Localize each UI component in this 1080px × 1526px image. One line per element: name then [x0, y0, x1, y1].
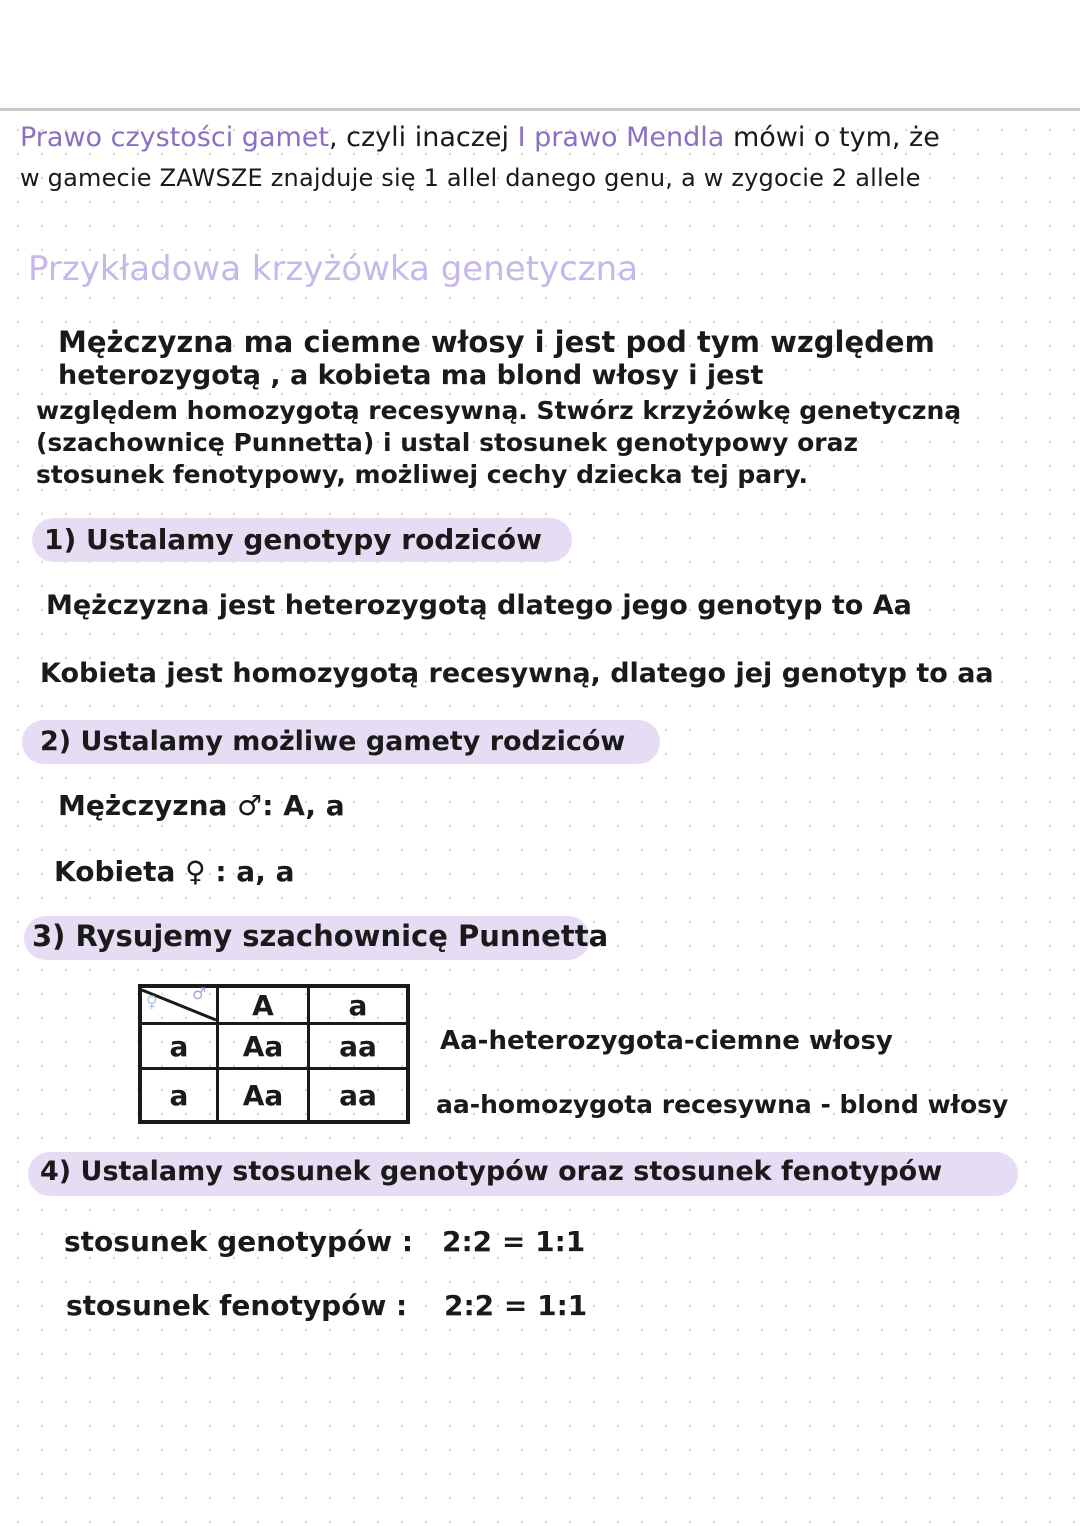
task-line-2: heterozygotą , a kobieta ma blond włosy i jest: [58, 360, 764, 391]
step-4-title: 4) Ustalamy stosunek genotypów oraz stosunek fenotypów: [40, 1156, 943, 1187]
punnett-row-header: a: [140, 1024, 218, 1069]
intro-line-1: [20, 124, 940, 151]
male-symbol-icon: ♂: [192, 984, 207, 1003]
section-heading: Przykładowa krzyżówka genetyczna: [28, 249, 639, 289]
page-top-divider: [0, 108, 1080, 111]
step-1-line-a: Mężczyzna jest heterozygotą dlatego jego genotyp to Aa: [46, 590, 912, 621]
punnett-cell: Aa: [218, 1024, 309, 1069]
punnett-row-header: a: [140, 1069, 218, 1123]
legend-heterozygote: Aa-heterozygota-ciemne włosy: [440, 1026, 893, 1056]
task-line-4: (szachownicę Punnetta) i ustal stosunek genotypowy oraz: [36, 428, 859, 457]
phenotype-ratio-label: stosunek fenotypów :: [66, 1289, 408, 1322]
intro-text-b: mówi o tym, że: [732, 122, 940, 153]
genotype-ratio-value: 2:2 = 1:1: [442, 1225, 586, 1258]
punnett-cell: aa: [309, 1069, 409, 1123]
phenotype-ratio-value: 2:2 = 1:1: [444, 1289, 588, 1322]
punnett-col-header: A: [218, 986, 309, 1024]
punnett-col-header: a: [309, 986, 409, 1024]
step-2-female-gametes: Kobieta ♀ : a, a: [54, 855, 295, 888]
top-margin: [0, 0, 1080, 108]
female-symbol-icon: ♀: [146, 992, 158, 1011]
step-1-title: 1) Ustalamy genotypy rodziców: [44, 523, 542, 556]
step-2-title: 2) Ustalamy możliwe gamety rodziców: [40, 726, 626, 757]
step-3-title: 3) Rysujemy szachownicę Punnetta: [32, 919, 609, 953]
task-line-1: Mężczyzna ma ciemne włosy i jest pod tym względem: [58, 325, 935, 359]
punnett-square: [138, 984, 410, 1124]
punnett-cell: aa: [309, 1024, 409, 1069]
punnett-corner: [140, 986, 218, 1024]
punnett-cell: Aa: [218, 1069, 309, 1123]
step-2-male-gametes: Mężczyzna ♂: A, a: [58, 789, 345, 822]
mendel-law-name: I prawo Mendla: [517, 122, 725, 153]
genotype-ratio-label: stosunek genotypów :: [64, 1225, 414, 1258]
task-line-3: względem homozygotą recesywną. Stwórz krzyżówkę genetyczną: [36, 396, 962, 425]
step-1-line-b: Kobieta jest homozygotą recesywną, dlatego jej genotyp to aa: [40, 658, 994, 689]
intro-line-2: w gamecie ZAWSZE znajduje się 1 allel danego genu, a w zygocie 2 allele: [20, 164, 921, 192]
task-line-5: stosunek fenotypowy, możliwej cechy dziecka tej pary.: [36, 460, 808, 489]
intro-text-a: , czyli inaczej: [328, 122, 510, 153]
legend-homozygote: aa-homozygota recesywna - blond włosy: [436, 1090, 1009, 1119]
law-name: Prawo czystości gamet: [20, 122, 329, 153]
